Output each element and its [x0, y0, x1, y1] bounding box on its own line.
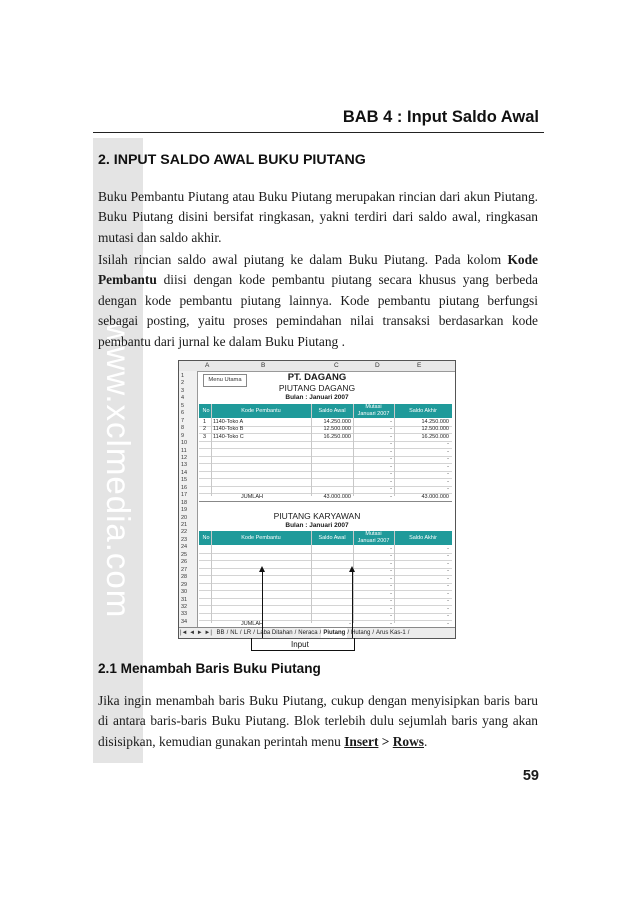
- column-header-a: A: [205, 362, 210, 369]
- tab-separator: /: [347, 630, 349, 636]
- column-header-b: B: [261, 362, 266, 369]
- column-divider: [394, 404, 395, 496]
- header-mutasi-period: Januari 2007: [357, 538, 390, 544]
- cell-no: 1: [203, 419, 207, 425]
- row-number: 19: [181, 507, 188, 514]
- row-number: 13: [181, 462, 188, 469]
- row-number: 33: [181, 611, 188, 618]
- row-number: 12: [181, 454, 188, 461]
- cell-mutasi: -: [390, 546, 392, 552]
- sheet-tab-lr[interactable]: LR: [243, 630, 252, 636]
- cell-kode: 1140-Toko C: [213, 433, 244, 440]
- column-divider: [394, 531, 395, 623]
- cell-saldo-akhir: -: [447, 590, 449, 597]
- row-number: 34: [181, 618, 188, 625]
- sheet-tab-neraca[interactable]: Neraca: [298, 630, 318, 636]
- row-number: 1: [181, 373, 185, 379]
- table-header: [199, 531, 452, 545]
- cell-saldo-awal: 14.250.000: [323, 419, 351, 425]
- row-number: 20: [181, 514, 188, 521]
- cell-mutasi: -: [390, 568, 392, 575]
- row-number: 32: [181, 603, 188, 610]
- paragraph-2-text-a: Isilah rincian saldo awal piutang ke dalam Buku Piutang. Pada kolom: [98, 252, 508, 267]
- period-2: Bulan : Januari 2007: [285, 522, 349, 529]
- cell-saldo-akhir: -: [447, 568, 449, 575]
- row-number: 31: [181, 596, 188, 603]
- cell-no: 2: [203, 426, 207, 433]
- cell-saldo-akhir: -: [447, 553, 449, 560]
- column-header-d: D: [375, 362, 380, 369]
- paragraph-2-text-b: diisi dengan kode pembantu piutang secara khusus yang berbeda dengan kode pembantu piutang lainnya. Kode pembantu piutang berfungsi sebagai posting, yaitu proses pemindahan nilai transaksi berdasarkan kode pembantu dari jurnal ke dalam Buku Piutang .: [98, 272, 538, 349]
- input-arrow-head-1: [259, 566, 265, 572]
- header-mutasi: Mutasi: [365, 531, 382, 537]
- cell-saldo-akhir: -: [447, 598, 449, 605]
- piutang-dagang-title: PIUTANG DAGANG: [278, 383, 356, 393]
- sheet-nav-arrows[interactable]: |◄ ◄ ► ►|: [180, 630, 212, 636]
- kode-pembantu-term: Kode Pembantu: [98, 252, 538, 288]
- total-label: JUMLAH: [241, 620, 264, 627]
- column-divider: [353, 404, 354, 496]
- row-number: 2: [181, 380, 185, 387]
- sheet-tab-hutang[interactable]: Hutang: [350, 630, 371, 636]
- paragraph-3: [98, 691, 538, 752]
- row-number: 28: [181, 574, 188, 581]
- row-number: 27: [181, 566, 188, 573]
- row-number: 24: [181, 544, 188, 551]
- total-mutasi: -: [390, 620, 392, 627]
- cell-saldo-akhir: -: [447, 471, 449, 478]
- header-kode: Kode Pembantu: [241, 535, 281, 541]
- column-header-e: E: [417, 362, 422, 369]
- cell-saldo-akhir: -: [447, 448, 449, 455]
- watermark: [93, 320, 143, 620]
- row-number: 25: [181, 551, 188, 558]
- page-number: 59: [522, 768, 539, 784]
- row-number: 9: [181, 432, 185, 439]
- cell-mutasi: -: [390, 486, 392, 493]
- cell-mutasi: -: [390, 590, 392, 597]
- row-number: 3: [181, 387, 185, 394]
- cell-mutasi: -: [390, 478, 392, 485]
- cell-saldo-akhir: -: [447, 560, 449, 567]
- header-no: No: [202, 408, 210, 414]
- column-divider: [353, 531, 354, 623]
- cell-saldo-akhir: 16.250.000: [421, 433, 449, 440]
- company-title: PT. DAGANG: [287, 372, 347, 383]
- menu-separator: >: [378, 733, 393, 749]
- menu-insert: Insert: [344, 733, 379, 749]
- row-number: 30: [181, 589, 188, 596]
- header-no: No: [202, 535, 210, 541]
- row-number: 23: [181, 536, 188, 543]
- menu-utama-button[interactable]: Menu Utama: [203, 374, 247, 387]
- menu-rows: Rows: [392, 733, 424, 749]
- row-number: 22: [181, 529, 188, 536]
- header-mutasi: Mutasi: [365, 404, 382, 410]
- cell-saldo-awal: 12.500.000: [323, 426, 351, 433]
- cell-kode: 1140-Toko A: [213, 419, 244, 425]
- cell-saldo-akhir: -: [447, 613, 449, 620]
- row-number: 16: [181, 484, 188, 491]
- piutang-karyawan-table: [199, 531, 452, 627]
- chapter-title: BAB 4 : Input Saldo Awal: [342, 108, 539, 126]
- header-kode: Kode Pembantu: [241, 408, 281, 414]
- cell-mutasi: -: [390, 553, 392, 560]
- paragraph-3-end: .: [423, 733, 428, 749]
- paragraph-1: Buku Pembantu Piutang atau Buku Piutang merupakan rincian dari akun Piutang. Buku Piutang disini bersifat ringkasan, yakni terdiri dari saldo awal, ringkasan mutasi dan saldo akhir.: [98, 189, 538, 245]
- input-arrow-head-2: [349, 566, 355, 572]
- column-divider: [211, 531, 212, 623]
- period-1: Bulan : Januari 2007: [285, 394, 349, 401]
- header-saldo-akhir: Saldo Akhir: [409, 535, 437, 541]
- cell-mutasi: -: [390, 456, 392, 463]
- cell-no: 3: [203, 433, 207, 440]
- subsection-heading: 2.1 Menambah Baris Buku Piutang: [98, 661, 321, 676]
- cell-saldo-akhir: -: [447, 486, 449, 493]
- input-label: Input: [291, 640, 309, 649]
- header-saldo-awal: Saldo Awal: [318, 535, 346, 541]
- cell-mutasi: -: [390, 575, 392, 582]
- row-number: 17: [181, 492, 188, 499]
- tab-separator: /: [253, 630, 255, 636]
- paragraph-2: [98, 250, 538, 352]
- cell-saldo-akhir: -: [447, 456, 449, 463]
- column-header-c: C: [334, 362, 339, 369]
- header-saldo-akhir: Saldo Akhir: [409, 408, 437, 414]
- piutang-dagang-table: [199, 404, 452, 500]
- row-number: 21: [181, 522, 188, 528]
- cell-saldo-akhir: 12.500.000: [421, 426, 449, 433]
- row-header-bar: [179, 371, 198, 628]
- cell-mutasi: -: [390, 560, 392, 567]
- sheet-tab-arus-kas-1[interactable]: Arus Kas-1: [376, 630, 406, 636]
- header-mutasi-period: Januari 2007: [357, 411, 390, 417]
- section-heading: 2. INPUT SALDO AWAL BUKU PIUTANG: [98, 152, 366, 168]
- total-row: [199, 494, 452, 502]
- row-number: 14: [181, 469, 188, 476]
- cell-saldo-akhir: -: [447, 441, 449, 448]
- cell-mutasi: -: [390, 441, 392, 448]
- header-rule: [93, 132, 544, 133]
- total-label: JUMLAH: [241, 493, 264, 500]
- table-header: [199, 404, 452, 418]
- cell-mutasi: -: [390, 419, 392, 425]
- row-number: 11: [181, 447, 187, 454]
- column-divider: [311, 404, 312, 496]
- spreadsheet-screenshot: [178, 360, 456, 639]
- cell-mutasi: -: [390, 605, 392, 612]
- cell-mutasi: -: [390, 613, 392, 620]
- sheet-tab-bb[interactable]: BB: [216, 630, 225, 636]
- tab-separator: /: [226, 630, 229, 636]
- column-header-bar: [179, 361, 455, 372]
- row-number: 18: [181, 499, 188, 506]
- total-saldo-akhir: -: [447, 620, 449, 627]
- cell-mutasi: -: [390, 463, 392, 470]
- row-number: 15: [181, 477, 188, 484]
- row-number: 6: [181, 410, 185, 417]
- cell-saldo-akhir: -: [447, 478, 449, 485]
- sheet-tab-laba-ditahan[interactable]: Laba Ditahan: [256, 630, 293, 636]
- total-saldo-awal: 43.000.000: [323, 493, 351, 500]
- row-number: 10: [181, 440, 188, 447]
- total-mutasi: -: [390, 493, 392, 500]
- total-saldo-akhir: 43.000.000: [421, 493, 449, 500]
- cell-mutasi: -: [390, 426, 392, 433]
- paragraph-3-text: Jika ingin menambah baris Buku Piutang, cukup dengan menyisipkan baris baru di antara baris-baris Buku Piutang. Blok terlebih dulu sejumlah baris yang akan disisipkan, kemudian gunakan perintah menu: [98, 693, 538, 749]
- cell-kode: 1140-Toko B: [213, 426, 244, 433]
- row-number: 7: [181, 417, 185, 424]
- cell-saldo-akhir: 14.250.000: [421, 419, 449, 425]
- header-saldo-awal: Saldo Awal: [318, 408, 346, 414]
- sheet-tab-piutang[interactable]: Piutang: [321, 628, 347, 639]
- row-number: 29: [181, 581, 188, 588]
- row-number: 26: [181, 559, 188, 566]
- cell-mutasi: -: [390, 583, 392, 590]
- column-divider: [311, 531, 312, 623]
- piutang-karyawan-title: PIUTANG KARYAWAN: [273, 511, 361, 521]
- tab-separator: /: [372, 630, 375, 636]
- cell-saldo-akhir: -: [447, 546, 449, 552]
- input-arrow-line-1: [262, 571, 263, 638]
- cell-saldo-akhir: -: [447, 463, 449, 470]
- watermark-text: www.xclmedia.com: [100, 321, 137, 619]
- tab-separator: /: [407, 630, 410, 636]
- row-number: 5: [181, 402, 185, 409]
- cell-mutasi: -: [390, 598, 392, 605]
- tab-separator: /: [239, 630, 242, 636]
- row-number: 8: [181, 425, 185, 432]
- cell-mutasi: -: [390, 471, 392, 478]
- cell-saldo-akhir: -: [447, 605, 449, 612]
- cell-mutasi: -: [390, 448, 392, 455]
- tab-separator: /: [294, 630, 297, 636]
- cell-saldo-akhir: -: [447, 575, 449, 582]
- input-arrow-line-2: [352, 571, 353, 638]
- cell-saldo-akhir: -: [447, 583, 449, 590]
- cell-saldo-awal: 16.250.000: [323, 433, 351, 440]
- sheet-tab-nl[interactable]: NL: [230, 630, 238, 636]
- total-saldo-awal: -: [349, 620, 351, 627]
- column-divider: [211, 404, 212, 496]
- row-number: 4: [181, 395, 185, 402]
- cell-mutasi: -: [390, 433, 392, 440]
